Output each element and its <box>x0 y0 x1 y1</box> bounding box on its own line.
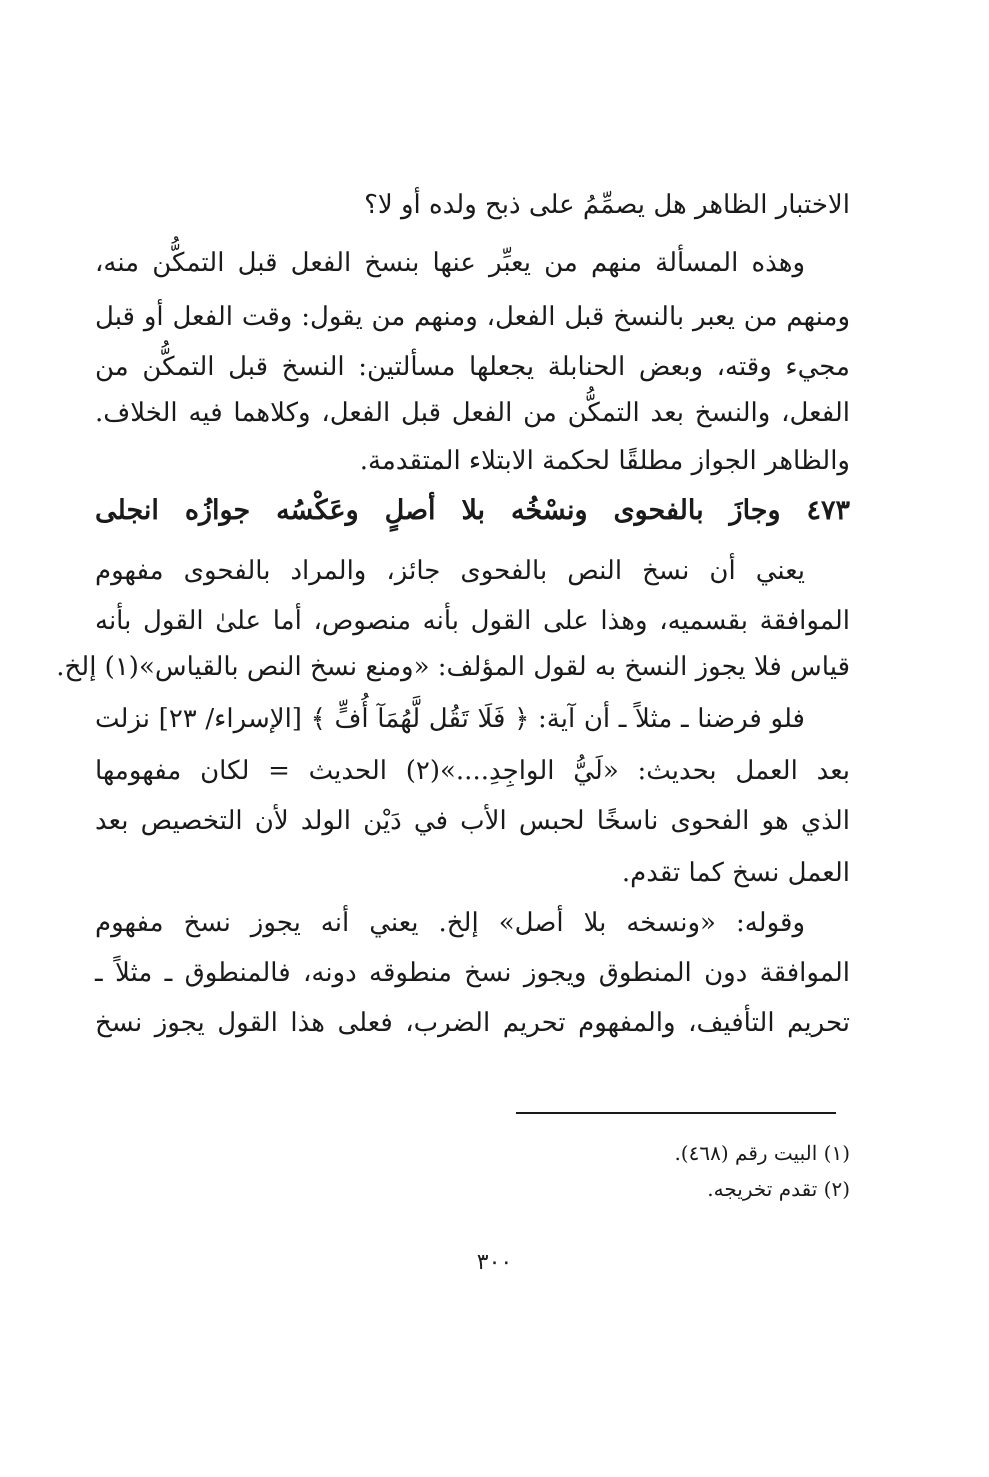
text-line: الذي هو الفحوى ناسخًا لحبس الأب في دَيْن الولد لأن التخصيص بعد <box>95 806 851 836</box>
text-line: الموافقة بقسميه، وهذا على القول بأنه منصوص، أما علىٰ القول بأنه <box>95 606 850 636</box>
text-line: الفعل، والنسخ بعد التمكُّن من الفعل قبل الفعل، وكلاهما فيه الخلاف. <box>95 398 850 428</box>
text-line: تحريم التأفيف، والمفهوم تحريم الضرب، فعلى هذا القول يجوز نسخ <box>95 1008 850 1038</box>
text-line: وقوله: «ونسخه بلا أصل» إلخ. يعني أنه يجوز نسخ مفهوم <box>95 908 805 938</box>
footnote-item: (١) البيت رقم (٤٦٨). <box>674 1141 850 1165</box>
text-line: ومنهم من يعبر بالنسخ قبل الفعل، ومنهم من يقول: وقت الفعل أو قبل <box>95 302 850 332</box>
footnotes <box>95 1135 850 1207</box>
text-line: العمل نسخ كما تقدم. <box>621 858 850 888</box>
text-line: فلو فرضنا ـ مثلاً ـ أن آية: ﴿ فَلَا تَقُل لَّهُمَآ أُفٍّ ﴾ [الإسراء/ ٢٣] نزلت <box>95 704 805 734</box>
verse-line: ٤٧٣ وجازَ بالفحوى ونسْخُه بلا أصلٍ وعَكْسُه جوازُه انجلى <box>95 495 850 526</box>
page-number: ٣٠٠ <box>476 1250 513 1275</box>
footnote-item: (٢) تقدم تخريجه. <box>707 1177 850 1201</box>
text-line: قياس فلا يجوز النسخ به لقول المؤلف: «ومنع نسخ النص بالقياس»(١) إلخ. <box>56 652 850 682</box>
text-line: يعني أن نسخ النص بالفحوى جائز، والمراد بالفحوى مفهوم <box>95 556 805 586</box>
text-line: والظاهر الجواز مطلقًا لحكمة الابتلاء المتقدمة. <box>359 446 850 476</box>
text-line: بعد العمل بحديث: «لَيُّ الواجِدِ....»(٢) الحديث = لكان مفهومها <box>95 756 850 786</box>
text-line: وهذه المسألة منهم من يعبِّر عنها بنسخ الفعل قبل التمكُّن منه، <box>95 248 805 278</box>
text-line: الاختبار الظاهر هل يصمِّمُ على ذبح ولده أو لا؟ <box>364 190 850 220</box>
footnote-divider <box>516 1112 836 1114</box>
text-line: الموافقة دون المنطوق ويجوز نسخ منطوقه دونه، فالمنطوق ـ مثلاً ـ <box>95 958 850 988</box>
text-line: مجيء وقته، وبعض الحنابلة يجعلها مسألتين: النسخ قبل التمكُّن من <box>95 352 850 382</box>
